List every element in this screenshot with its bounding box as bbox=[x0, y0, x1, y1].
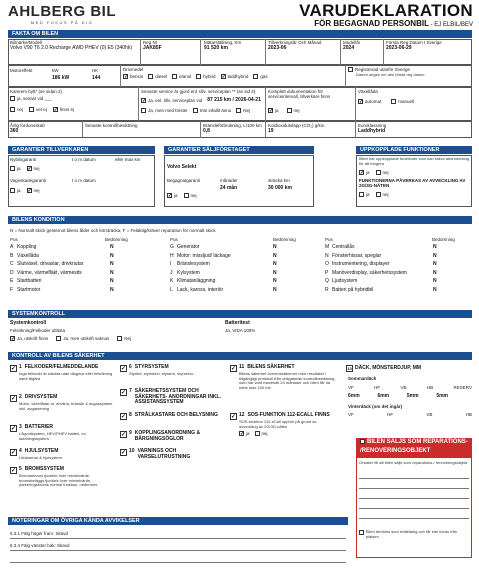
up-nej[interactable]: nej bbox=[376, 170, 389, 175]
condition-col-2 bbox=[170, 243, 310, 294]
kamrem-vet-ej[interactable]: vet ej bbox=[29, 107, 47, 112]
safety-check[interactable]: ✓ bbox=[11, 450, 17, 456]
fuel-etanol[interactable]: etanol bbox=[172, 74, 191, 79]
safety-check[interactable]: ✓ bbox=[121, 450, 127, 456]
model-cell: Bilmärke/Modell Volvo V90 T6 2.0 Recharge AWD PHEV (0) E5 (340hk) bbox=[10, 40, 138, 51]
tires-summer-cols: VF HF VB HB RESERV bbox=[348, 385, 472, 390]
section-system: SYSTEMKONTROLL bbox=[8, 310, 472, 318]
komplett-nej[interactable]: nej bbox=[287, 108, 300, 113]
condition-row: B Växellåda N bbox=[10, 252, 114, 259]
kamrem-finns-ej[interactable]: ✓ finns ej bbox=[53, 107, 75, 113]
fuel-gas[interactable]: gas bbox=[253, 74, 267, 79]
document-title: VARUDEKLARATION FÖR BEGAGNAD PERSONBIL - EJ ELBIL/BEV bbox=[299, 1, 473, 28]
fuel-options bbox=[123, 74, 268, 79]
condition-row: F Startmotor N bbox=[10, 286, 114, 293]
safety-item-4: ✓ 4 HJULSYSTEM Länkarmar & hjulsystem bbox=[11, 448, 62, 460]
komplett-ja[interactable]: ✓ ja bbox=[269, 108, 279, 114]
beg-ja[interactable]: ✓ ja bbox=[168, 193, 178, 199]
condition-row: A Koppling N bbox=[10, 244, 114, 250]
safety-check[interactable]: ✓ bbox=[11, 468, 17, 474]
condition-row: J Kylsystem N bbox=[170, 269, 277, 276]
firstreg-cell: Första Reg Datum I Sverige 2023-06-29 bbox=[386, 40, 442, 51]
note-line-1: 6.3.1 Fälg höger fram: Skavd bbox=[10, 531, 69, 536]
model-value: Volvo V90 T6 2.0 Recharge AWD PHEV (0) E5 (340hk) bbox=[10, 45, 133, 51]
tires-header: 13 DÄCK, MÖNSTERDJUP, MM bbox=[347, 364, 422, 371]
condition-row: L Lack, kaross, interiör N bbox=[170, 286, 277, 293]
condition-row: I Bränslesystem N bbox=[170, 261, 277, 267]
safety-item-6: ✓ 6 STYRSYSTEM Styrled, styrväxel, styrarm, styrservo bbox=[121, 364, 194, 376]
brand-tagline: MED FOKUS PÅ DIG bbox=[30, 20, 94, 25]
service-nej[interactable]: Nej bbox=[236, 108, 250, 113]
ecall-nej[interactable]: nej bbox=[255, 431, 268, 436]
system-nej[interactable]: Nej bbox=[117, 336, 131, 341]
fuel-bensin[interactable]: ✓ bensin bbox=[124, 74, 144, 80]
seller-warranty: Volvo Selekt bbox=[167, 164, 197, 170]
vaxel-manuell[interactable]: manuell bbox=[391, 99, 414, 104]
nybil-nej[interactable]: ✓ nej bbox=[27, 166, 40, 172]
safety-check[interactable]: ✓ bbox=[121, 414, 127, 420]
service-brister[interactable]: Ja, men med brister bbox=[141, 108, 188, 113]
safety-item-12: ✓ 12 SOS-FUNKTION 112-ECALL FINNS SOS-funktion 112-eCall upphör på grund av avveckling av 2G/3G-näten ✓ ja nej bbox=[231, 412, 330, 438]
modelyear-cell: Modellår 2024 bbox=[343, 40, 361, 51]
service-ej-ann[interactable]: Inte infallit ännu bbox=[193, 108, 232, 113]
condition-row: P Manöverdisplay, säkerhetssystem N bbox=[325, 269, 437, 276]
reg-cell: Reg Nr JAK85F bbox=[143, 40, 162, 51]
beg-nej[interactable]: nej bbox=[184, 193, 197, 198]
brand-logo: AHLBERG BIL MED FOKUS PÅ DIG bbox=[8, 3, 116, 25]
safety-check[interactable]: ✓ bbox=[231, 414, 237, 420]
nybil-ja[interactable]: ja bbox=[10, 166, 21, 171]
section-uppkopplade: UPPKOPPLADE FUNKTIONER bbox=[356, 146, 472, 154]
condition-row: Q Ljudsystem N bbox=[325, 278, 437, 284]
safety-item-11: ✓ 11 BILENS SÄKERHET Bilens säkerhet överensstämmer med resultatet i tillgängligt protokoll från obligatorisk kontrollbesiktning, som har varit maximalt 24 månader och bilen får ha körts max 100 mil bbox=[231, 364, 336, 390]
manufactured-cell: Tillverkningsår Och Månad 2023-06 bbox=[268, 40, 322, 51]
repair-header: BILEN SÄLJS SOM REPARATIONS- /RENOVERINGSOBJEKT bbox=[356, 438, 472, 458]
ecall-ja[interactable]: ✓ ja bbox=[240, 431, 250, 438]
section-notes: NOTERINGAR OM ÖVRIGA KÄNDA AVVIKELSER bbox=[8, 517, 348, 525]
safety-item-10: ✓ 10 VARNINGS OCH VARSELUTRUSTNING bbox=[121, 448, 191, 460]
safety-item-8: ✓ 8 STRÅLKASTARE OCH BELYSNING bbox=[121, 412, 218, 420]
fuel-laddhybrid[interactable]: ✓ laddhybrid bbox=[221, 74, 249, 80]
condition-row: R Batteri på hybridbil N bbox=[325, 286, 437, 293]
condition-row: K Klimatanläggning N bbox=[170, 278, 277, 284]
tires-winter-cols: VF HF VB HB bbox=[348, 412, 472, 417]
mileage-cell: Mätarställning, Km 91 520 km bbox=[204, 40, 242, 51]
safety-check[interactable]: ✓ bbox=[121, 432, 127, 438]
system-saknas[interactable]: Ja, men utskrift saknas bbox=[56, 336, 109, 341]
safety-item-3: ✓ 3 BATTERIER Lågvoltsystem, HEV/PHEV batteri, ev. laddningssystem bbox=[11, 424, 87, 441]
safety-item-5: ✓ 5 BROMSSYSTEM Bromsskivors tjocklek över minimivärde, bromsbeläggs tjocklek över minimivärde, parkeringsbroms normal funktion, nödbroms bbox=[11, 466, 98, 488]
up-ja[interactable]: ✓ ja bbox=[360, 170, 370, 176]
safety-item-2: ✓ 2 DRIVSYSTEM Motor, växellåda/-or, drivlina, bränsle & avgassystem inkl. avgasrening bbox=[11, 394, 113, 411]
section-sakerhet: KONTROLL AV BILENS SÄKERHET bbox=[8, 352, 472, 360]
condition-row: C Slutväxel, drivaxlar, drivknutar N bbox=[10, 261, 114, 267]
upfunc-nej[interactable]: nej bbox=[376, 192, 389, 197]
condition-row: D Värme, värmefläkt, värmesits N bbox=[10, 269, 114, 276]
trafikfarlig-check[interactable]: Bilen bedöms som trafikfarlig och får inte köras från platsen bbox=[359, 530, 469, 539]
section-garanti-tillv: GARANTIER TILLVERKAREN bbox=[8, 146, 155, 154]
system-utskrift[interactable]: ✓ Ja, utskrift finns bbox=[11, 336, 49, 342]
vaxel-automat[interactable]: ✓ automat bbox=[359, 99, 382, 105]
safety-item-7: ✓ 7 SÄKERHETSSYSTEM OCH SÄKERHETS- ANORDNINGAR INKL. ASSISTANSSYSTEM bbox=[121, 388, 221, 405]
service-ja[interactable]: ✓ Ja, enl. tillv. serviceplan vid 87 215 km / 2026-04-21 bbox=[142, 97, 261, 104]
condition-row: M Centrallås N bbox=[325, 244, 437, 250]
safety-check[interactable]: ✓ bbox=[11, 426, 17, 432]
fuel-hybrid[interactable]: hybrid bbox=[196, 74, 215, 79]
safety-check[interactable]: ✓ bbox=[231, 366, 237, 372]
section-kondition: BILENS KONDITION bbox=[8, 216, 472, 224]
note-line-2: 6.3.4 Fälg vänster bak: Skavd bbox=[10, 543, 70, 548]
safety-check[interactable]: ✓ bbox=[11, 366, 17, 372]
safety-check[interactable]: ✓ bbox=[11, 396, 17, 402]
safety-item-1: ✓ 1 FELKODER/FELMEDDELANDE Inga felkoder är släckta utan diagnos eller felsökning samt åtgärd bbox=[11, 364, 113, 381]
kamrem-ja[interactable]: ja, senast vid ___ bbox=[10, 96, 52, 101]
condition-row: N Fönsterhissar, speglar N bbox=[325, 252, 437, 259]
condition-row: O Instrumentering, displayer N bbox=[325, 261, 437, 267]
fuel-diesel[interactable]: diesel bbox=[148, 74, 167, 79]
section-fakta: FAKTA OM BILEN bbox=[8, 30, 472, 38]
upfunc-ja[interactable]: ja bbox=[359, 192, 370, 197]
condition-col-3 bbox=[325, 243, 465, 294]
condition-row: G Generator N bbox=[170, 244, 277, 250]
registered-abroad[interactable]: Registrerad utanför Sverige bbox=[348, 67, 410, 72]
condition-row: H Motor: missljud/ läckage N bbox=[170, 252, 277, 259]
vagn-ja[interactable]: ja bbox=[10, 188, 21, 193]
condition-col-1 bbox=[10, 243, 150, 294]
tires-summer-values: 6mm 6mm 5mm 5mm bbox=[348, 393, 448, 399]
safety-check[interactable]: ✓ bbox=[121, 390, 127, 396]
condition-row: E Startbatteri N bbox=[10, 278, 114, 284]
safety-check[interactable]: ✓ bbox=[121, 366, 127, 372]
section-garanti-salj: GARANTIER SÄLJFÖRETAGET bbox=[164, 146, 314, 154]
kamrem-nej[interactable]: nej bbox=[10, 107, 23, 112]
safety-item-9: ✓ 9 KOPPLINGSANORDNING & BÄRGNINGSÖGLOR bbox=[121, 430, 201, 442]
vagn-nej[interactable]: ✓ nej bbox=[27, 188, 40, 194]
